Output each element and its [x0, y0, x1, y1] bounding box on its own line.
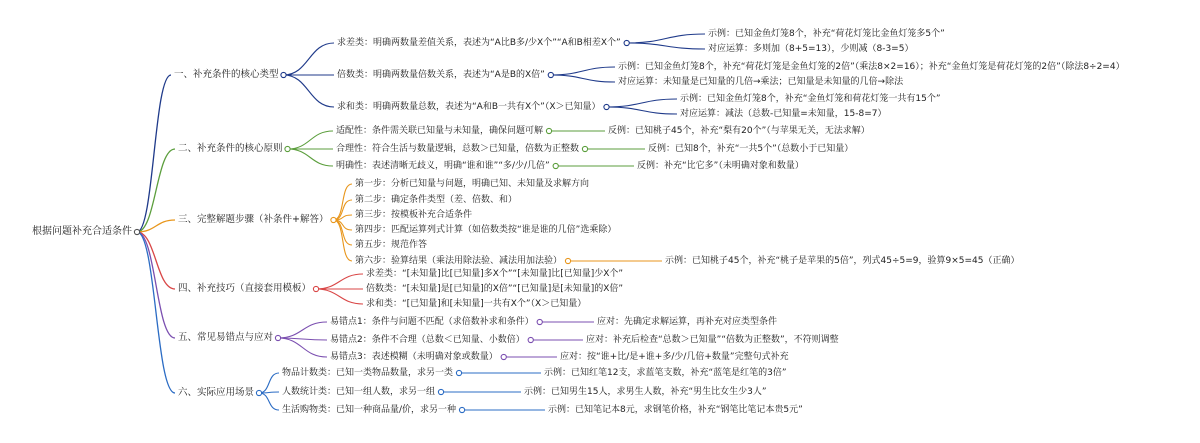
root-node[interactable]: 根据问题补充合适条件 — [32, 226, 132, 237]
b6-item-1-child-1[interactable]: 示例：已知红笔12支，求蓝笔支数，补充“蓝笔是红笔的3倍” — [544, 368, 787, 378]
b2-item-3[interactable]: 明确性：表述清晰无歧义，明确“谁和谁”“多/少/几倍” — [336, 161, 550, 171]
b4-item-1[interactable]: 求差类：“[未知量]比[已知量]多X个”“[未知量]比[已知量]少X个” — [366, 269, 624, 279]
collapse-toggle-b2-2[interactable] — [582, 146, 587, 151]
collapse-toggle-branch-1[interactable] — [281, 72, 286, 77]
link-root-branch-1 — [137, 75, 171, 232]
b6-item-2[interactable]: 人数统计类：已知一组人数，求另一组 — [282, 387, 436, 397]
link-root-branch-6 — [137, 232, 175, 393]
link-b5-item-3 — [278, 338, 327, 357]
collapse-toggle-b6-3[interactable] — [459, 407, 464, 412]
collapse-toggle-branch-5[interactable] — [275, 335, 280, 340]
b3-step-6-child-1[interactable]: 示例：已知桃子45个，补充“桃子是苹果的5倍”，列式45÷5=9，验算9×5=45（正确） — [665, 256, 1020, 266]
b3-step-1[interactable]: 第一步：分析已知量与问题，明确已知、未知量及求解方向 — [355, 179, 590, 189]
b3-step-5[interactable]: 第五步：规范作答 — [355, 240, 428, 250]
b5-item-2[interactable]: 易错点2：条件不合理（总数＜已知量、小数倍） — [330, 335, 525, 345]
link-b1-item-1 — [284, 43, 334, 75]
b3-step-2[interactable]: 第二步：确定条件类型（差、倍数、和） — [355, 195, 518, 205]
b2-item-1[interactable]: 适配性：条件需关联已知量与未知量，确保问题可解 — [336, 126, 544, 136]
link-b4-item-3 — [316, 289, 363, 304]
branch-1-label[interactable]: 一、补充条件的核心类型 — [174, 69, 279, 80]
branch-5-label[interactable]: 五、常见易错点与应对 — [178, 332, 274, 343]
b6-item-3-child-1[interactable]: 示例：已知笔记本8元，求钢笔价格，补充“钢笔比笔记本贵5元” — [548, 405, 803, 415]
b1-item-2-child-2[interactable]: 对应运算：未知量是已知量的几倍→乘法；已知量是未知量的几倍→除法 — [618, 77, 904, 87]
collapse-toggle-branch-4[interactable] — [313, 286, 318, 291]
link-b6-item-3 — [259, 393, 279, 410]
b1-item-3-child-1[interactable]: 示例：已知金鱼灯笼8个，补充“金鱼灯笼和荷花灯笼一共有15个” — [680, 94, 941, 104]
collapse-toggle-b1-1[interactable] — [624, 40, 629, 45]
link-root-branch-2 — [137, 149, 175, 232]
collapse-toggle-b1-3[interactable] — [604, 104, 609, 109]
collapse-toggle-b5-1[interactable] — [537, 319, 542, 324]
collapse-toggle-b5-2[interactable] — [528, 337, 533, 342]
b3-step-3[interactable]: 第三步：按模板补充合适条件 — [355, 210, 473, 220]
b1-item-1-child-2[interactable]: 对应运算：多则加（8+5=13），少则减（8-3=5） — [708, 44, 914, 54]
branch-6-label[interactable]: 六、实际应用场景 — [178, 387, 255, 398]
link-b3-item-6 — [333, 220, 352, 261]
collapse-toggle-b1-2[interactable] — [548, 72, 553, 77]
b6-item-2-child-1[interactable]: 示例：已知男生15人，求男生人数，补充“男生比女生少3人” — [524, 387, 767, 397]
b4-item-2[interactable]: 倍数类：“[未知量]是[已知量]的X倍”“[已知量]是[未知量]的X倍” — [366, 284, 624, 294]
b1-item-3-child-2[interactable]: 对应运算：减法（总数-已知量=未知量，15-8=7） — [680, 109, 887, 119]
branch-4-label[interactable]: 四、补充技巧（直接套用模板） — [178, 283, 312, 294]
b5-item-1[interactable]: 易错点1：条件与问题不匹配（求倍数补求和条件） — [330, 317, 534, 327]
collapse-toggle-branch-3[interactable] — [331, 217, 336, 222]
b1-item-1-child-1[interactable]: 示例：已知金鱼灯笼8个，补充“荷花灯笼比金鱼灯笼多5个” — [708, 29, 945, 39]
b5-item-3[interactable]: 易错点3：表述模糊（未明确对象或数量） — [330, 352, 498, 362]
collapse-toggle-root[interactable] — [134, 229, 139, 234]
collapse-toggle-b5-3[interactable] — [501, 354, 506, 359]
b5-item-1-child-1[interactable]: 应对：先确定求解运算，再补充对应类型条件 — [597, 317, 778, 327]
link-b1-item-3 — [284, 75, 334, 107]
link-b1-item-3-child-2 — [607, 107, 678, 114]
branch-2-label[interactable]: 二、补充条件的核心原则 — [178, 143, 283, 154]
link-b1-item-2-child-1 — [551, 67, 615, 75]
collapse-toggle-b2-1[interactable] — [546, 128, 551, 133]
link-b6-item-1 — [259, 373, 279, 393]
link-b2-item-1 — [288, 131, 333, 149]
collapse-toggle-b6-2[interactable] — [438, 389, 443, 394]
collapse-toggle-b2-3[interactable] — [553, 163, 558, 168]
b2-item-2-child-1[interactable]: 反例：已知8个，补充“一共5个”（总数小于已知量） — [648, 144, 854, 154]
b5-item-2-child-1[interactable]: 应对：补充后检查“总数＞已知量”“倍数为正整数”，不符则调整 — [586, 335, 839, 345]
link-b1-item-3-child-1 — [607, 99, 678, 107]
b1-item-1[interactable]: 求差类：明确两数量差值关系，表述为“A比B多/少X个”“A和B相差X个” — [337, 38, 621, 48]
b3-step-4[interactable]: 第四步：匹配运算列式计算（如倍数类按“谁是谁的几倍”选乘除） — [355, 225, 617, 235]
branch-3-label[interactable]: 三、完整解题步骤（补条件+解答） — [178, 214, 329, 225]
collapse-toggle-branch-6[interactable] — [256, 390, 261, 395]
link-b4-item-1 — [316, 274, 363, 289]
link-root-branch-5 — [137, 232, 175, 338]
collapse-toggle-branch-2[interactable] — [285, 146, 290, 151]
b1-item-2[interactable]: 倍数类：明确两数量倍数关系，表述为“A是B的X倍” — [337, 70, 545, 80]
link-b1-item-2-child-2 — [551, 75, 615, 82]
b5-item-3-child-1[interactable]: 应对：按“谁+比/是+谁+多/少/几倍+数量”完整句式补充 — [560, 352, 789, 362]
link-b1-item-1-child-1 — [627, 34, 705, 43]
collapse-toggle-b3-6[interactable] — [565, 258, 570, 263]
collapse-toggle-b6-1[interactable] — [456, 370, 461, 375]
b2-item-1-child-1[interactable]: 反例：已知桃子45个，补充“梨有20个”（与苹果无关，无法求解） — [608, 126, 870, 136]
b2-item-3-child-1[interactable]: 反例：补充“比它多”（未明确对象和数量） — [637, 161, 804, 171]
b1-item-2-child-1[interactable]: 示例：已知金鱼灯笼8个，补充“荷花灯笼是金鱼灯笼的2倍”（乘法8×2=16）；补充“金鱼灯笼是荷花灯笼的2倍”（除法8÷2=4） — [618, 62, 1125, 72]
link-b5-item-1 — [278, 322, 327, 338]
b4-item-3[interactable]: 求和类：“[已知量]和[未知量]一共有X个”（X＞已知量） — [366, 299, 587, 309]
link-root-branch-4 — [137, 232, 175, 289]
b2-item-2[interactable]: 合理性：符合生活与数量逻辑，总数＞已知量，倍数为正整数 — [336, 144, 580, 154]
b1-item-3[interactable]: 求和类：明确两数量总数，表述为“A和B一共有X个”（X＞已知量） — [337, 102, 601, 112]
b3-step-6[interactable]: 第六步：验算结果（乘法用除法验、减法用加法验） — [355, 256, 563, 266]
link-b1-item-1-child-2 — [627, 43, 705, 49]
b6-item-3[interactable]: 生活购物类：已知一种商品量/价，求另一种 — [282, 405, 457, 415]
link-b2-item-3 — [288, 149, 333, 166]
b6-item-1[interactable]: 物品计数类：已知一类物品数量，求另一类 — [282, 368, 454, 378]
